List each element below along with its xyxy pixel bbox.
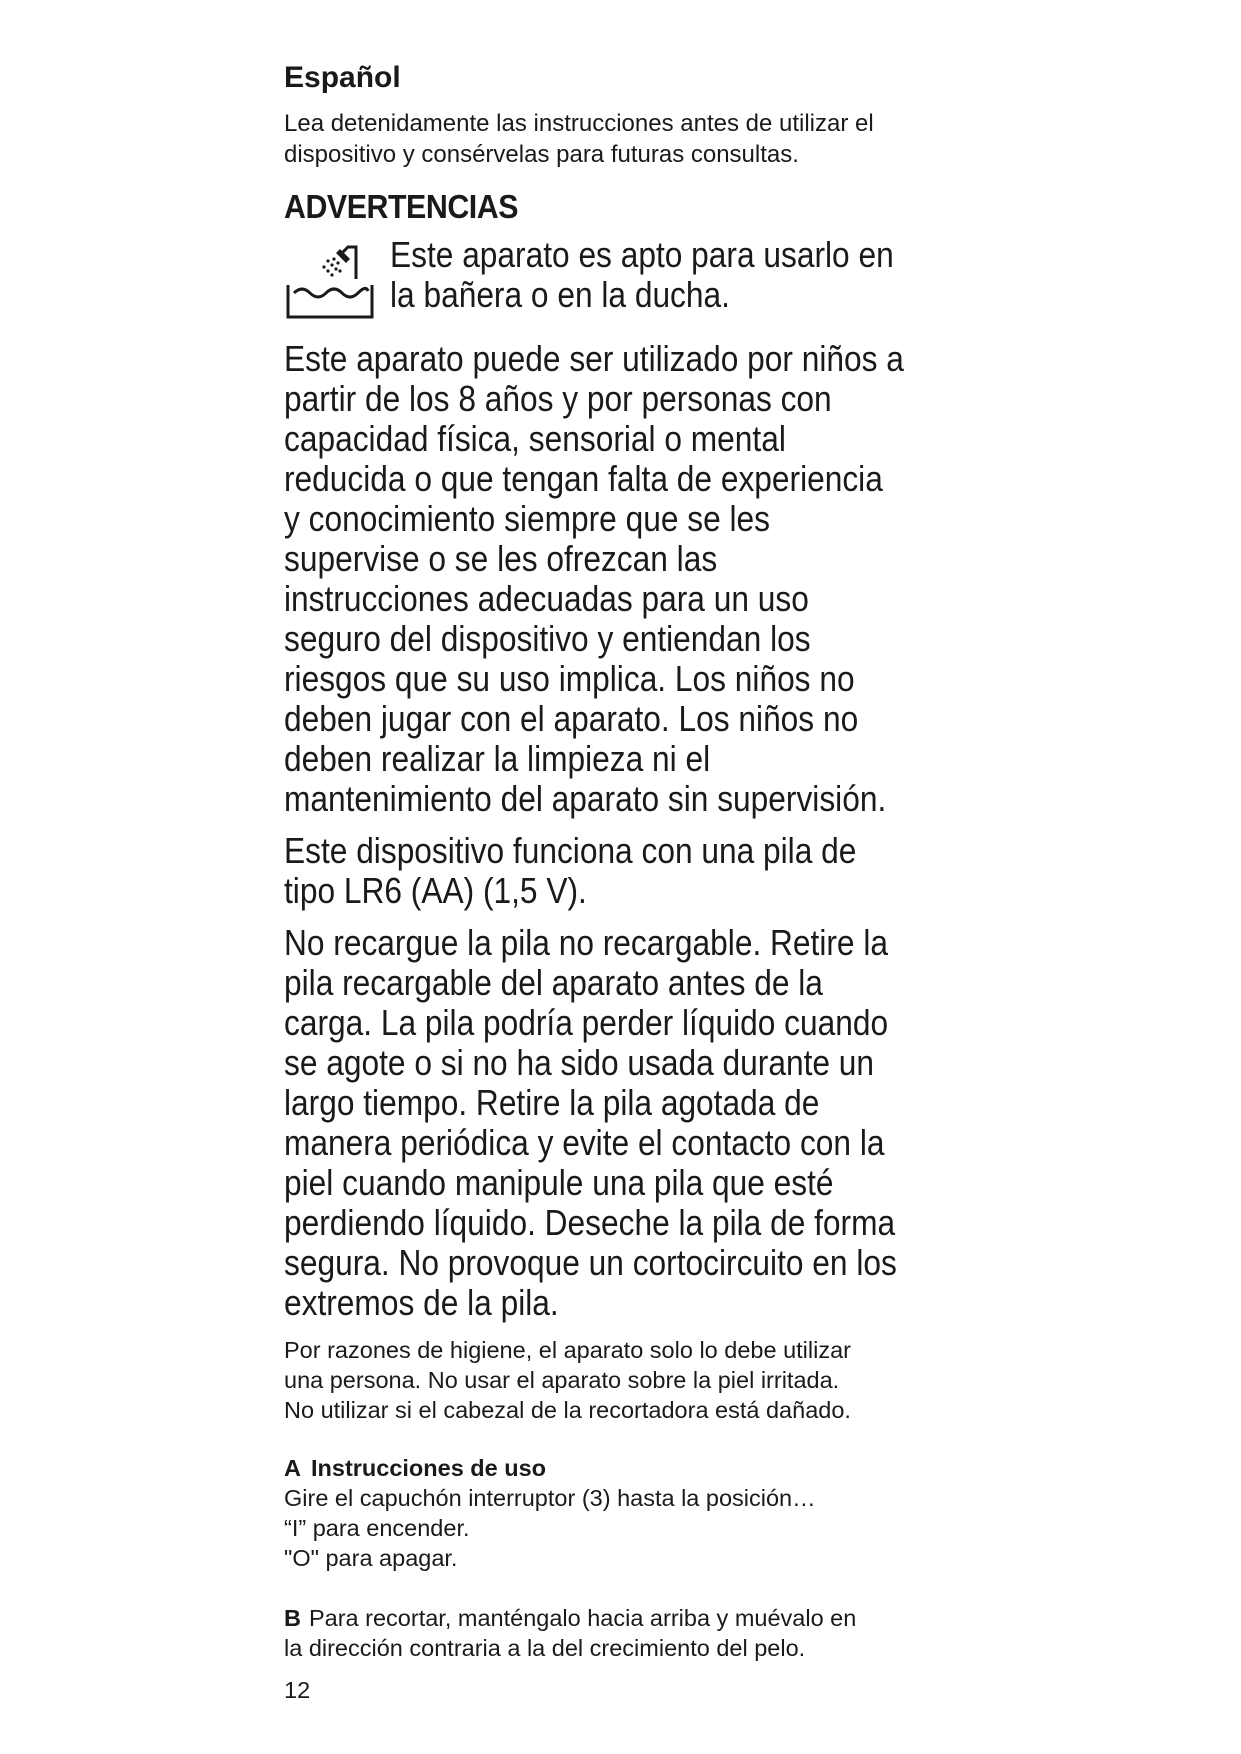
bath-shower-notice bbox=[284, 235, 974, 321]
section-b bbox=[284, 1603, 974, 1663]
text-line: Gire el capuchón interruptor (3) hasta la posición… bbox=[284, 1485, 816, 1512]
text-line: “I” para encender. bbox=[284, 1515, 470, 1542]
text-line: No utilizar si el cabezal de la recortadora está dañado. bbox=[284, 1397, 851, 1424]
text-line: reducida o que tengan falta de experiencia bbox=[284, 458, 883, 500]
text-line: se agote o si no ha sido usada durante un bbox=[284, 1042, 875, 1084]
text-line bbox=[284, 1603, 974, 1633]
text-line: pila recargable del aparato antes de la bbox=[284, 962, 823, 1004]
language-heading: Español bbox=[284, 61, 401, 94]
section-a-body bbox=[284, 1483, 974, 1573]
bath-shower-icon bbox=[284, 241, 376, 321]
manual-page bbox=[284, 60, 974, 1704]
text-line: deben realizar la limpieza ni el bbox=[284, 738, 711, 780]
text-line: Por razones de higiene, el aparato solo lo debe utilizar bbox=[284, 1337, 851, 1364]
text-line: manera periódica y evite el contacto con la bbox=[284, 1122, 885, 1164]
text-line: riesgos que su uso implica. Los niños no bbox=[284, 658, 855, 700]
text-line: deben jugar con el aparato. Los niños no bbox=[284, 698, 859, 740]
text-line: "O" para apagar. bbox=[284, 1545, 458, 1572]
text-line: segura. No provoque un cortocircuito en los bbox=[284, 1242, 897, 1284]
intro-text: Lea detenidamente las instrucciones antes de utilizar el dispositivo y consérvelas para futuras consultas. bbox=[284, 110, 874, 168]
section-b-line-1: Para recortar, manténgalo hacia arriba y muévalo en bbox=[308, 1605, 857, 1632]
section-a-letter: A bbox=[284, 1455, 301, 1482]
text-line: mantenimiento del aparato sin supervisión. bbox=[284, 778, 887, 820]
text-line: No recargue la pila no recargable. Retire la bbox=[284, 922, 889, 964]
hygiene-notice bbox=[284, 1335, 974, 1425]
text-line: perdiendo líquido. Deseche la pila de forma bbox=[284, 1202, 896, 1244]
text-line: extremos de la pila. bbox=[284, 1282, 559, 1324]
battery-type-notice bbox=[284, 831, 970, 911]
section-a-title: Instrucciones de uso bbox=[310, 1455, 547, 1482]
section-b-letter: B bbox=[284, 1605, 301, 1632]
text-line: Este dispositivo funciona con una pila de bbox=[284, 830, 857, 872]
battery-safety-warning bbox=[284, 923, 970, 1323]
text-line: piel cuando manipule una pila que esté bbox=[284, 1162, 834, 1204]
page-number: 12 bbox=[284, 1677, 311, 1704]
text-line: tipo LR6 (AA) (1,5 V). bbox=[284, 870, 587, 912]
text-line: capacidad física, sensorial o mental bbox=[284, 418, 786, 460]
children-warning bbox=[284, 339, 970, 819]
bath-shower-text bbox=[390, 235, 950, 315]
text-line: una persona. No usar el aparato sobre la piel irritada. bbox=[284, 1367, 840, 1394]
text-line: instrucciones adecuadas para un uso bbox=[284, 578, 809, 620]
warnings-heading: ADVERTENCIAS bbox=[284, 188, 519, 225]
text-line: carga. La pila podría perder líquido cuando bbox=[284, 1002, 889, 1044]
text-line: seguro del dispositivo y entiendan los bbox=[284, 618, 811, 660]
text-line: supervise o se les ofrezcan las bbox=[284, 538, 718, 580]
text-line: largo tiempo. Retire la pila agotada de bbox=[284, 1082, 820, 1124]
section-b-line-2: la dirección contraria a la del crecimiento del pelo. bbox=[284, 1635, 806, 1662]
bath-line-1: Este aparato es apto para usarlo en bbox=[390, 234, 894, 276]
text-line: partir de los 8 años y por personas con bbox=[284, 378, 832, 420]
text-line: y conocimiento siempre que se les bbox=[284, 498, 771, 540]
text-line: Este aparato puede ser utilizado por niños a bbox=[284, 338, 904, 380]
bath-line-2: la bañera o en la ducha. bbox=[390, 274, 730, 316]
section-a-heading bbox=[284, 1453, 974, 1483]
